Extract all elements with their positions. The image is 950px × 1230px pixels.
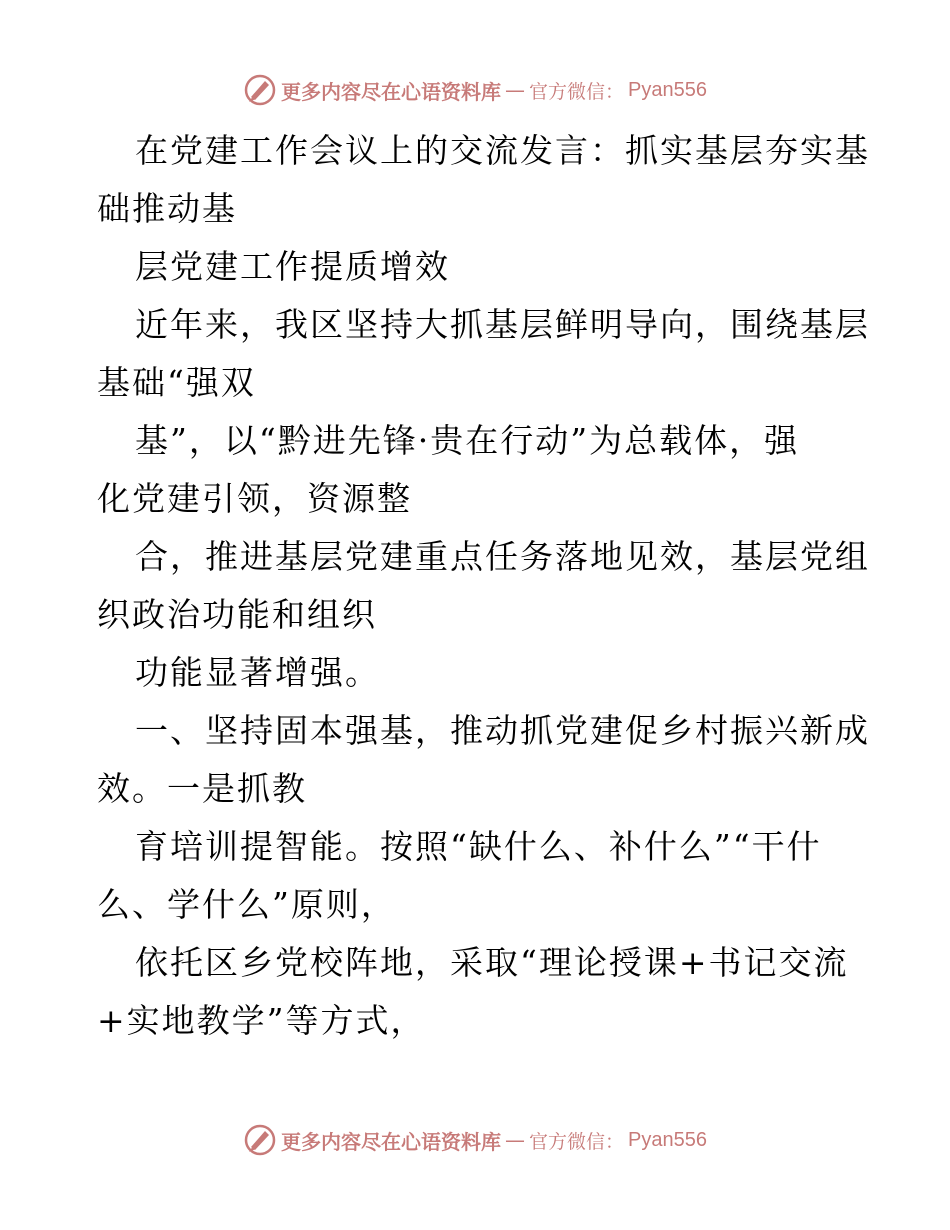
document-body xyxy=(97,122,870,1050)
body-line: 合，推进基层党建重点任务落地见效，基层党组 xyxy=(135,537,870,576)
body-line: 育培训提智能。按照“缺什么、补什么”“干什 xyxy=(135,827,822,866)
body-line: 织政治功能和组织 xyxy=(97,595,377,634)
header-dash: — xyxy=(505,78,525,102)
body-line: 层党建工作提质增效 xyxy=(135,247,450,286)
header-brand-text: 更多内容尽在心语资料库 xyxy=(281,79,501,104)
body-line: 础推动基 xyxy=(97,189,237,228)
header-watermark xyxy=(0,70,950,110)
footer-wechat-id: Pyan556 xyxy=(628,1128,707,1151)
body-line: 一、坚持固本强基，推动抓党建促乡村振兴新成 xyxy=(135,711,870,750)
pen-logo-icon xyxy=(243,73,277,107)
footer-dash: — xyxy=(505,1128,525,1152)
body-line: 效。一是抓教 xyxy=(97,769,307,808)
body-line: 功能显著增强。 xyxy=(135,653,380,692)
footer-watermark xyxy=(0,1120,950,1160)
header-wechat-label: 官方微信： xyxy=(529,80,625,103)
body-line: 基础“强双 xyxy=(97,363,256,402)
body-line: 近年来，我区坚持大抓基层鲜明导向，围绕基层 xyxy=(135,305,870,344)
footer-brand-text: 更多内容尽在心语资料库 xyxy=(281,1129,501,1154)
body-line: 化党建引领，资源整 xyxy=(97,479,412,518)
body-line: 么、学什么”原则， xyxy=(97,885,396,924)
footer-wechat-label: 官方微信： xyxy=(529,1130,625,1153)
body-line: 在党建工作会议上的交流发言：抓实基层夯实基 xyxy=(135,131,870,170)
body-line: 依托区乡党校阵地，采取“理论授课+书记交流 xyxy=(135,943,849,982)
body-line: 基”，以“黔进先锋·贵在行动”为总载体，强 xyxy=(135,421,800,460)
body-line: +实地教学”等方式， xyxy=(97,1001,426,1040)
pen-logo-icon xyxy=(243,1123,277,1157)
header-wechat-id: Pyan556 xyxy=(628,78,707,101)
